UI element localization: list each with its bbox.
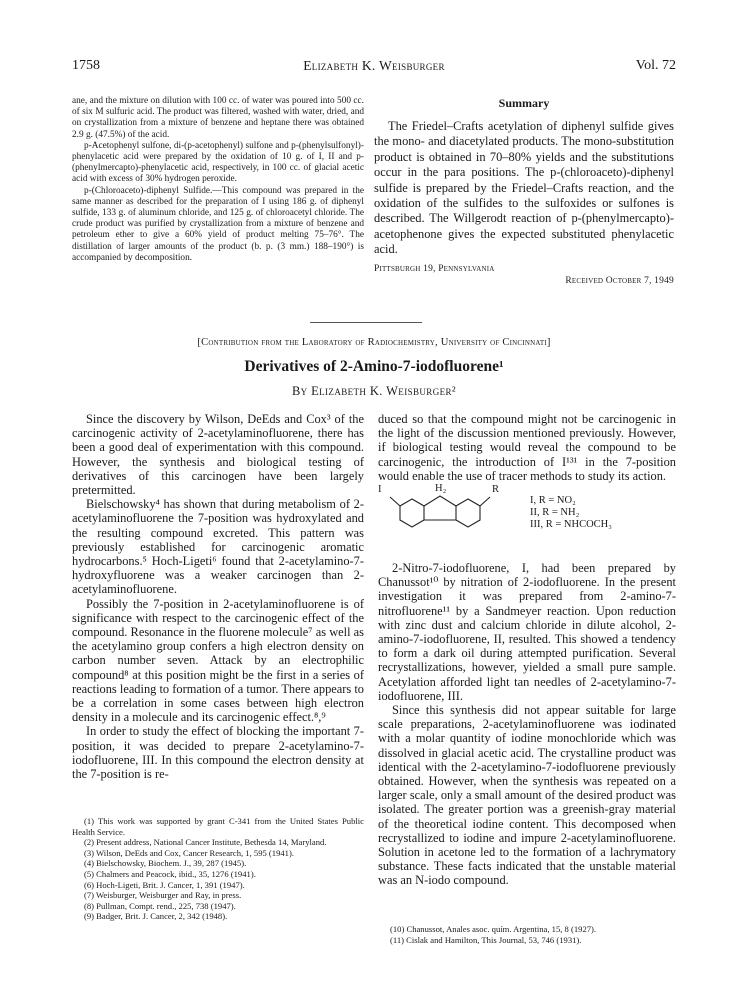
running-author: Elizabeth K. Weisburger [303,58,445,73]
contribution-line: [Contribution from the Laboratory of Radiochemistry, University of Cincinnati] [197,337,551,348]
compound-entry: I, R = NO₂ [530,495,576,507]
previous-article-experimental [72,96,364,264]
structure-ch2-label: H₂ [435,483,447,495]
structure-substituent-left: I [378,484,382,496]
page-number: 1758 [72,58,100,73]
footnote: (1) This work was supported by grant C-341 from the United States Public Health Service. [72,816,364,837]
article-title: Derivatives of 2-Amino-7-iodofluorene¹ [244,358,504,375]
body-paragraph: duced so that the compound might not be carcinogenic in the light of the discussion mentioned previously. However, if biological testing would reveal the compound to be carcinogenic, the introduction of I¹³¹ in the 7-position would enable the use of tracer methods to study its action. [378,412,676,483]
body-paragraph: 2-Nitro-7-iodofluorene, I, had been prepared by Chanussot¹⁰ by nitration of 2-iodofluorene. In the present investigation it was prepared from 2-amino-7-nitrofluorene¹¹ by a Sandmeyer reaction. Upon reduction with zinc dust and calcium chloride in dilute alcohol, 2-amino-7-iodofluorene, II, resulted. This showed a tendency to form a dark oil during attempted purification. Several recrystallizations, however, yielded a small pure sample. Acetylation afforded light tan needles of 2-acetylamino-7-iodofluorene, III. [378,561,676,703]
body-paragraph: Since the discovery by Wilson, DeEds and Cox³ of the carcinogenic activity of 2-acetylaminofluorene, there has been a good deal of experimentation with this compound. However, the synthesis and biological testing of derivatives of this carcinogen have been largely pretermitted. [72,412,364,498]
structure-substituent-right: R [492,484,500,496]
volume-label: Vol. 72 [635,58,676,73]
prev-paragraph-3 [72,186,364,264]
footnote: (6) Hoch-Ligeti, Brit. J. Cancer, 1, 391 (1947). [84,879,245,890]
body-right-column [378,412,676,888]
footnotes-right [378,924,676,945]
author-location: Pittsburgh 19, Pennsylvania [374,263,495,274]
prev-paragraph-1: ane, and the mixture on dilution with 100 cc. of water was poured into 500 cc. of six M sulfuric acid. The product was filtered, washed with water, dried, and on crystallization from a mixture of benzene and heptane there was obtained 2.9 g. (47.5%) of the acid. [72,96,364,140]
footnote: (7) Weisburger, Weisburger and Ray, in press. [84,890,242,901]
footnotes-left [72,816,364,922]
prev-paragraph-2-text: were prepared by the oxidation of 10 g. of I, II and p-(phenylmercapto)-phenylacetic acid, respectively, in 100 cc. of glacial acetic acid with excess of 30% hydrogen peroxide. [72,152,364,185]
summary-text: The Friedel–Crafts acetylation of diphenyl sulfide gives the mono- and diacetylated products. The mono-substitution product is obtained in 70–80% yields and the substitutions occur in the para positions. The p-(chloroaceto)-diphenyl sulfide is prepared by the Friedel–Crafts reaction, and the oxidation of the sulfides to the sulfoxides or sulfones is described. The Willgerodt reaction of p-(phenylmercapto)-acetophenone gives the expected substituted phenylacetic acid. [374,119,674,257]
footnote: (10) Chanussot, Anales asoc. quím. Argentina, 15, 8 (1927). [390,924,597,934]
prev-paragraph-2 [72,141,364,186]
summary-section [374,96,674,286]
footnote: (9) Badger, Brit. J. Cancer, 2, 342 (1948). [84,911,228,922]
compound-legend [530,495,612,531]
body-paragraph: Possibly the 7-position in 2-acetylaminofluorene is of significance with respect to the carcinogenic effect of the compound. Resonance in the fluorene molecule⁷ as well as the acetylamino group confers a high electron density on carbon number seven. Attack by an electrophilic compound⁸ at this position might be the first in a series of reactions leading to formation of a tumor. There appears to be a correlation in some cases between high electron density in a molecule and its carcinogenic effect.⁸,⁹ [72,596,364,725]
article-byline: By Elizabeth K. Weisburger² [291,384,457,398]
body-left-column [72,412,364,781]
section-divider [310,322,422,323]
fluorene-structure [378,483,676,561]
summary-heading: Summary [498,96,550,110]
body-paragraph: Since this synthesis did not appear suitable for large scale preparations, 2-acetylaminofluorene was iodinated with a molar quantity of iodine monochloride which was dissolved in glacial acetic acid. The crystalline product was identical with the 2-acetylamino-7-iodofluorene previously obtained. However, when the synthesis was repeated on a larger scale, only a small amount of the desired product was isolated. The greater portion was a greenish-gray material of the theoretical iodine content. This decomposed when recrystallized to iodine and impure 2-acetylaminofluorene. Solution in acetone led to the formation of a lachrymatory substance. These facts indicated that the unstable material was an N-iodo compound. [378,703,676,888]
prev-paragraph-3-title: p-(Chloroaceto)-diphenyl Sulfide. [84,185,213,196]
body-paragraph: Bielschowsky⁴ has shown that during metabolism of 2-acetylaminofluorene the 7-position was hydroxylated and the resulting compound excreted. This pattern was previously established for carcinogenic aromatic hydrocarbons.⁵ Hoch-Ligeti⁶ found that 2-acetylamino-7-hydroxyfluorene was a weaker carcinogen than 2-acetylaminofluorene. [72,497,364,597]
running-header [72,58,676,76]
body-paragraph: In order to study the effect of blocking the important 7-position, it was decided to prepare 2-acetylamino-7-iodofluorene, III. In this compound the electron density at the 7-position is re- [72,724,364,782]
footnote: (11) Cislak and Hamilton, This Journal, 53, 746 (1931). [390,934,582,945]
footnote: (3) Wilson, DeEds and Cox, Cancer Research, 1, 595 (1941). [84,847,294,858]
prev-paragraph-3-text: —This compound was prepared in the same manner as described for the preparation of I using 186 g. of diphenyl sulfide, 133 g. of aluminum chloride, and 125 g. of chloroacetyl chloride. The crude product was purified by crystallization from a mixture of benzene and petroleum ether to give a 60% yield of product melting 75–76°. The distillation of larger amounts of the product (b. p. (3 mm.) 188–190°) is accompanied by decomposition. [72,185,364,263]
compound-entry: II, R = NH₂ [530,507,580,519]
footnote: (8) Pullman, Compt. rend., 225, 738 (1947). [84,900,236,911]
fluorene-ring-diagram [386,483,536,561]
footnote: (5) Chalmers and Peacock, ibid., 35, 1276 (1941). [84,868,256,879]
received-date: Received October 7, 1949 [565,275,674,286]
prev-paragraph-2-title: p-Acetophenyl sulfone, di-(p-acetophenyl) sulfone and p-(phenylsulfonyl)-phenylacetic acid [72,140,364,163]
footnote: (2) Present address, National Cancer Institute, Bethesda 14, Maryland. [84,837,327,848]
compound-entry: III, R = NHCOCH₃ [530,519,612,531]
footnote: (4) Bielschowsky, Biochem. J., 39, 287 (1945). [84,858,247,869]
